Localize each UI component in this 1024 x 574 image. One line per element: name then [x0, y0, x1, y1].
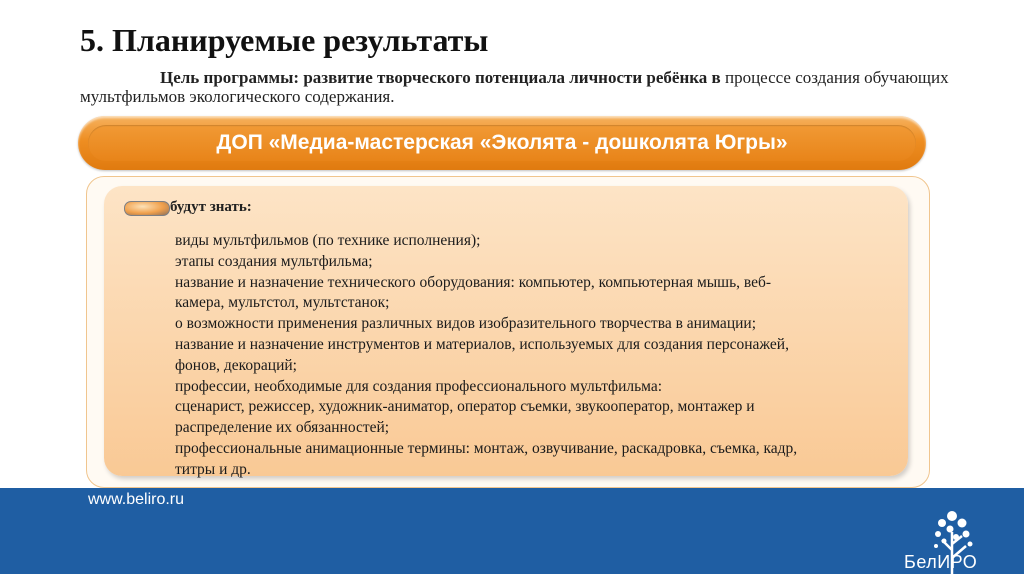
knowledge-item-continuation	[175, 293, 875, 314]
knowledge-item	[175, 314, 875, 335]
knowledge-item-text: фонов, декораций;	[175, 356, 297, 374]
bullet-pill-icon	[124, 201, 170, 216]
knowledge-heading: будут знать:	[170, 199, 252, 215]
knowledge-item-text: распределение их обязанностей;	[175, 419, 390, 437]
knowledge-item-continuation	[175, 460, 875, 481]
knowledge-item-continuation	[175, 418, 875, 439]
program-banner	[78, 116, 926, 170]
program-goal	[80, 68, 980, 106]
knowledge-item-text: сценарист, режиссер, художник-аниматор, оператор съемки, звукооператор, монтажер и	[175, 398, 755, 416]
knowledge-item-text: название и назначение инструментов и материалов, используемых для создания персонажей,	[175, 335, 789, 353]
knowledge-item-text: профессиональные анимационные термины: монтаж, озвучивание, раскадровка, съемка, кадр,	[175, 439, 798, 457]
knowledge-item	[175, 273, 875, 294]
knowledge-item-continuation	[175, 397, 875, 418]
knowledge-item	[175, 439, 875, 460]
goal-bold-text: Цель программы: развитие творческого потенциала личности ребёнка в	[160, 68, 721, 87]
knowledge-item-text: название и назначение технического оборудования: компьютер, компьютерная мышь, веб-	[175, 273, 772, 291]
knowledge-item	[175, 252, 875, 273]
goal-rest-text: процессе создания обучающих мультфильмов экологического содержания.	[80, 68, 949, 106]
knowledge-item-text: профессии, необходимые для создания профессионального мультфильма:	[175, 377, 663, 395]
knowledge-item-text: виды мультфильмов (по технике исполнения);	[175, 232, 481, 249]
knowledge-item	[175, 231, 875, 252]
logo-text: БелИРО	[904, 552, 978, 572]
knowledge-item-text: о возможности применения различных видов изобразительного творчества в анимации;	[175, 315, 757, 333]
knowledge-item-text: титры и др.	[175, 460, 251, 478]
knowledge-item	[175, 377, 875, 398]
knowledge-item-text: камера, мультстол, мультстанок;	[175, 294, 390, 312]
knowledge-item-continuation	[175, 356, 875, 377]
slide-title: 5. Планируемые результаты	[80, 22, 489, 58]
knowledge-item-text: этапы создания мультфильма;	[175, 252, 373, 270]
knowledge-item	[175, 335, 875, 356]
website-url: www.beliro.ru	[88, 491, 185, 508]
banner-text: ДОП «Медиа-мастерская «Эколята - дошколята Югры»	[216, 131, 788, 154]
knowledge-list	[175, 231, 875, 481]
